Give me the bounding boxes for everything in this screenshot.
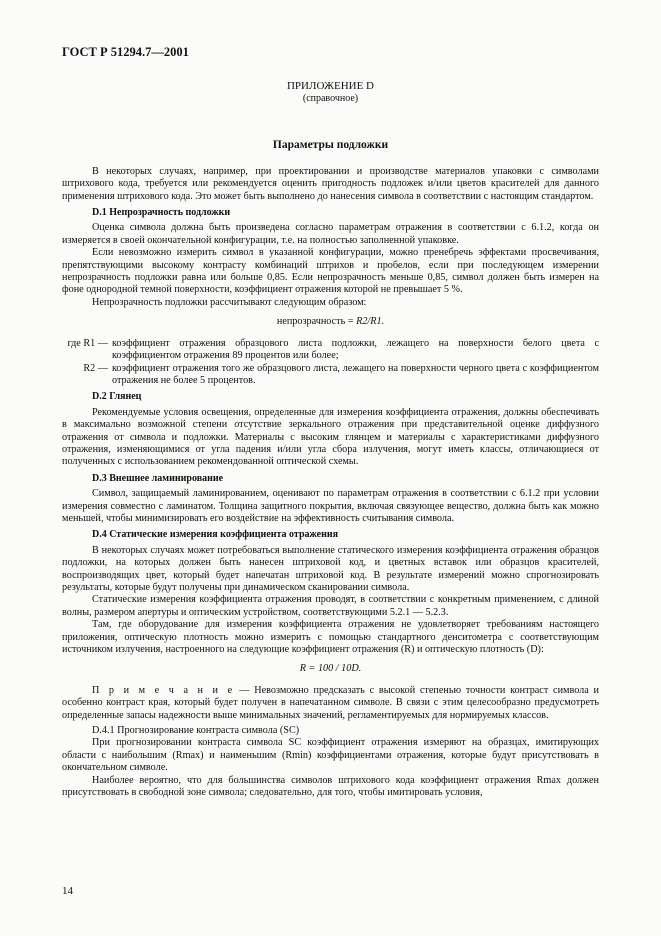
- section-d4-heading: D.4 Статические измерения коэффициента отражения: [92, 529, 339, 541]
- where-r2-text: коэффициент отражения того же образцового листа, лежащего на поверхности черного цвета с коэффициентом отражения не более 5 процентов.: [112, 362, 599, 386]
- note-label: П р и м е ч а н и е: [92, 684, 235, 696]
- where-r2: [62, 363, 599, 388]
- where-r1-label: где R1 —: [67, 337, 108, 349]
- opacity-formula-rhs: R2/R1.: [356, 316, 385, 328]
- d1-paragraph-1: Оценка символа должна быть произведена согласно параметрам отражения в соответствии с 6.1.2, когда он измеряется в своей окончательной конфигурации, т.е. на полностью заполненной упаковке.: [62, 222, 599, 246]
- note: [62, 685, 599, 722]
- d1-paragraph-3: Непрозрачность подложки рассчитывают следующим образом:: [92, 296, 367, 308]
- d4-paragraph-1: В некоторых случаях может потребоваться выполнение статического измерения коэффициента отражения образцов подложки, на которых должен быть нанесен штриховой код, и цветных вставок или образцов красителей, воспроизводящих цвет, который будет напечатан штриховой код. В результате измерений можно спрогнозировать результаты, которые будут получены при динамическом сканировании символа.: [62, 544, 599, 593]
- section-d1-heading: D.1 Непрозрачность подложки: [92, 207, 231, 219]
- page-number: 14: [62, 885, 73, 897]
- opacity-formula: [62, 316, 599, 328]
- d41-paragraph-2: Наиболее вероятно, что для большинства символов штрихового кода коэффициент отражения Rmax должен присутствовать в свободной зоне символа; следовательно, для того, чтобы имитировать условия,: [62, 774, 599, 799]
- section-d2-heading: D.2 Глянец: [92, 391, 142, 403]
- d2-paragraph-1: Рекомендуемые условия освещения, определенные для измерения коэффициента отражения, должны обеспечивать в максимально возможной степени отсутствие зеркального отражения при представительной оценке диффузного отражения от символа и подложки. Материалы с высоким глянцем и материалы с характеристиками диффузного отражения, изменяющимися от угла падения и/или угла сбора излучения, могут иметь классы, отличающиеся от полученных с использованием рекомендованной оптической схемы.: [62, 406, 599, 468]
- intro-paragraph: В некоторых случаях, например, при проектировании и производстве материалов упаковки с символами штрихового кода, требуется или рекомендуется оценить пригодность подложек и/или цветов красителей для данного применения штрихового кода. Это может быть выполнено до нанесения символа в соответствии с настоящим стандартом.: [62, 165, 599, 202]
- d4-paragraph-2: Статические измерения коэффициента отражения проводят, в соответствии с конкретным применением, с длиной волны, размером апертуры и оптическим устройством, соответствующими 5.2.1 — 5.2.3.: [62, 594, 599, 618]
- d41-paragraph-1: При прогнозировании контраста символа SC коэффициент отражения измеряют на образцах, имитирующих области с наибольшим (Rmax) и наименьшим (Rmin) коэффициентами отражения, которые будут присутствовать в окончательном символе.: [62, 737, 599, 774]
- density-formula: R = 100 / 10D.: [299, 663, 362, 675]
- where-r1-text: коэффициент отражения образцового листа подложки, лежащего на поверхности белого цвета с коэффициентом отражения 89 процентов или более;: [112, 337, 599, 362]
- section-d3-heading: D.3 Внешнее ламинирование: [92, 472, 224, 484]
- appendix-note: (справочное): [302, 93, 359, 105]
- note-text: — Невозможно предсказать с высокой степенью точности контраст символа и особенно контраст края, который будет получен в напечатанном символе. В связи с этим целесообразно предусмотреть определенные запасы надежности выше минимальных значений, регламентируемых для нормируемых классов.: [62, 684, 600, 721]
- section-d41-heading: D.4.1 Прогнозирование контраста символа (SC): [92, 725, 300, 737]
- standard-number: ГОСТ Р 51294.7—2001: [62, 45, 189, 59]
- d3-paragraph-1: Символ, защищаемый ламинированием, оценивают по параметрам отражения в соответствии с 6.1.2 при условии измерения совместно с ламинатом. Толщина защитного покрытия, включая связующее вещество, должна быть как можно меньшей, чтобы минимизировать его воздействие на эффективность считывания символа.: [62, 488, 599, 524]
- d1-paragraph-2: Если невозможно измерить символ в указанной конфигурации, можно пренебречь эффектами просвечивания, препятствующими высокому контрасту комбинаций штрихов и пробелов, если при последующем измерении непрозрачность подложки равна или больше 0,85. Если непрозрачность меньше 0,85, символ должен быть измерен на фоне однородной темной поверхности, коэффициент отражения которой не превышает 5 %.: [62, 247, 599, 296]
- where-r1: [62, 338, 599, 363]
- d4-paragraph-3: Там, где оборудование для измерения коэффициента отражения не удовлетворяет требованиям настоящего приложения, оптическую плотность можно измерить с помощью стандартного денситометра с соответствующим источником излучения, настроенного на следующие коэффициент отражения (R) и оптическую плотность (D):: [62, 619, 599, 656]
- appendix-title: ПРИЛОЖЕНИЕ D: [286, 80, 374, 93]
- opacity-formula-lhs: непрозрачность =: [276, 316, 357, 328]
- main-title: Параметры подложки: [272, 139, 389, 152]
- where-r2-label: R2 —: [83, 362, 108, 374]
